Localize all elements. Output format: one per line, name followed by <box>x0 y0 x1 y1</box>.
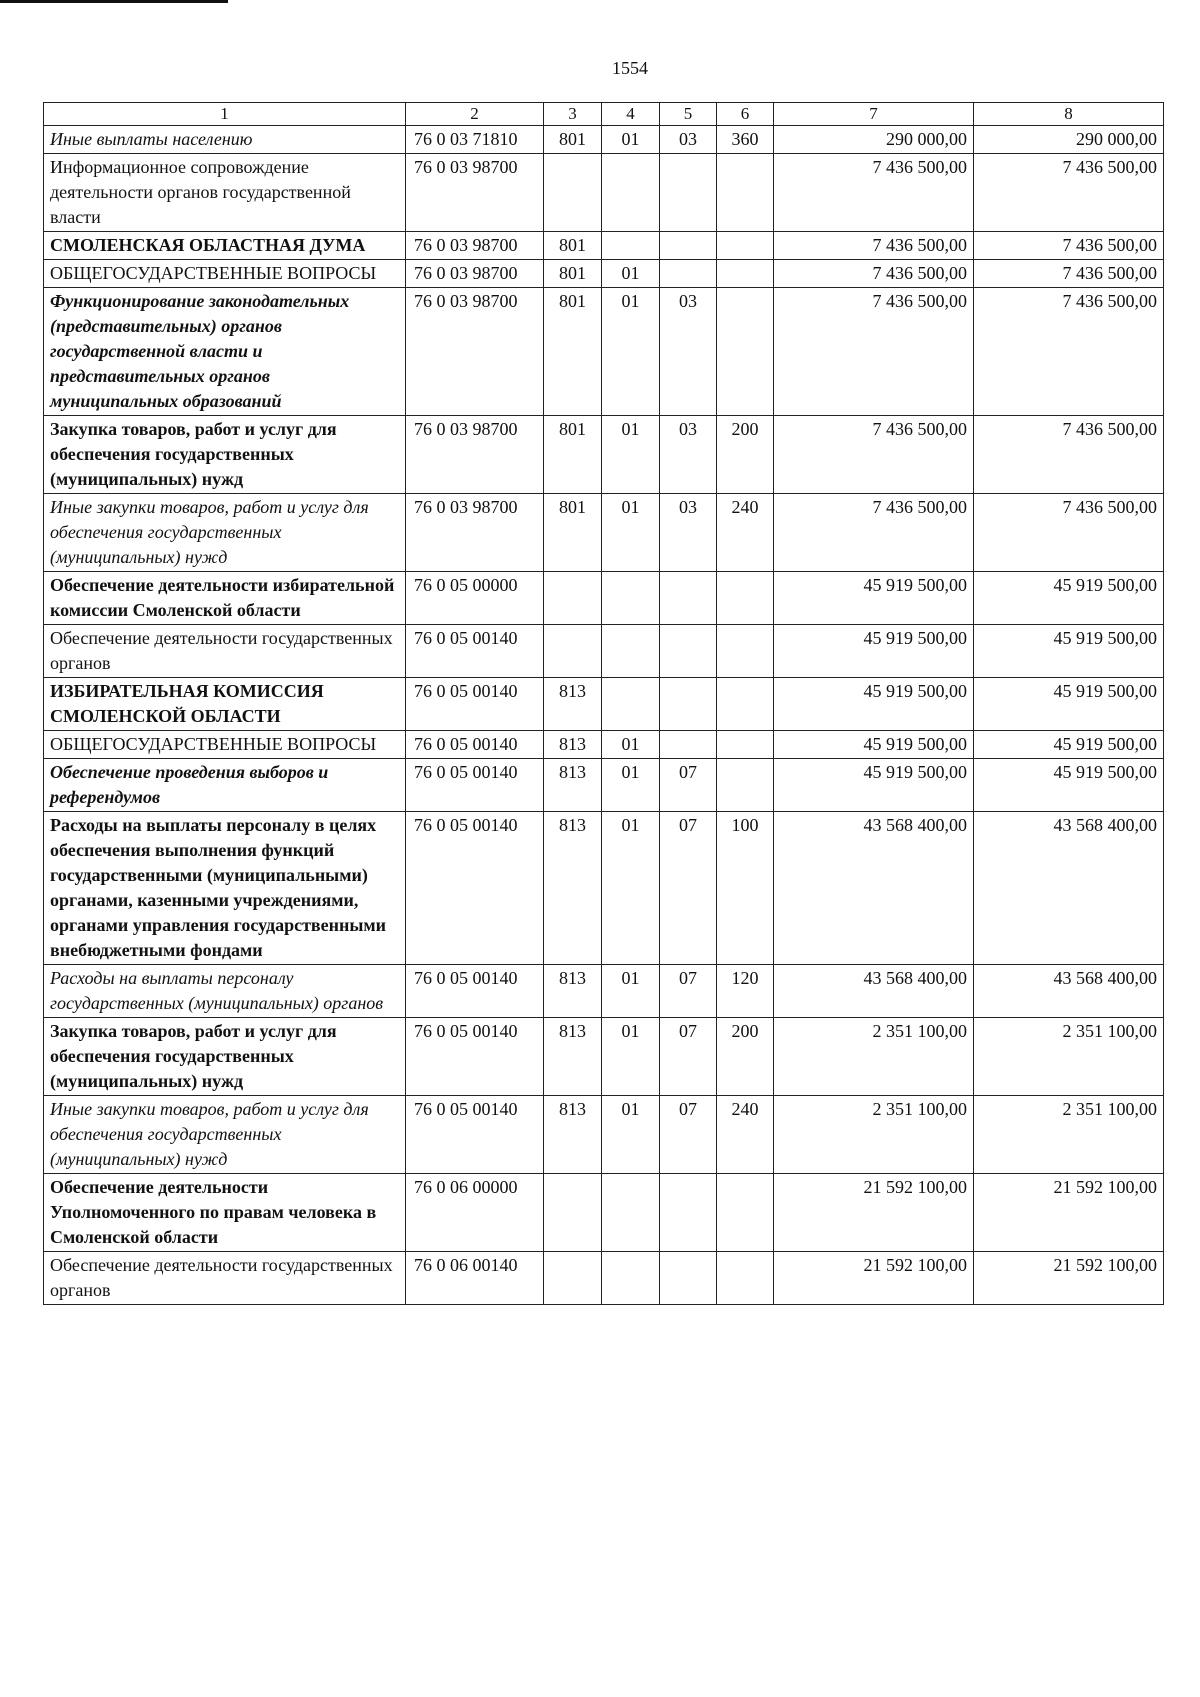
row-name: СМОЛЕНСКАЯ ОБЛАСТНАЯ ДУМА <box>44 232 406 260</box>
subsection-code: 07 <box>660 1018 717 1096</box>
expense-type-code <box>717 288 774 416</box>
section-code: 01 <box>602 416 660 494</box>
section-code: 01 <box>602 1096 660 1174</box>
target-code: 76 0 06 00000 <box>406 1174 544 1252</box>
row-name: Иные закупки товаров, работ и услуг для обеспечения государственных (муниципальных) нужд <box>44 1096 406 1174</box>
row-name: ОБЩЕГОСУДАРСТВЕННЫЕ ВОПРОСЫ <box>44 731 406 759</box>
amount-year-2: 7 436 500,00 <box>974 416 1164 494</box>
target-code: 76 0 05 00000 <box>406 572 544 625</box>
subsection-code <box>660 572 717 625</box>
subsection-code: 03 <box>660 126 717 154</box>
amount-year-2: 45 919 500,00 <box>974 731 1164 759</box>
subsection-code: 07 <box>660 965 717 1018</box>
target-code: 76 0 05 00140 <box>406 1018 544 1096</box>
section-code: 01 <box>602 731 660 759</box>
subsection-code <box>660 731 717 759</box>
amount-year-1: 7 436 500,00 <box>774 288 974 416</box>
amount-year-2: 43 568 400,00 <box>974 965 1164 1018</box>
grbs-code: 801 <box>544 288 602 416</box>
target-code: 76 0 05 00140 <box>406 625 544 678</box>
section-code <box>602 572 660 625</box>
amount-year-1: 21 592 100,00 <box>774 1174 974 1252</box>
amount-year-2: 7 436 500,00 <box>974 494 1164 572</box>
grbs-code <box>544 572 602 625</box>
grbs-code: 801 <box>544 416 602 494</box>
row-name: Информационное сопровождение деятельности органов государственной власти <box>44 154 406 232</box>
amount-year-2: 7 436 500,00 <box>974 288 1164 416</box>
grbs-code: 801 <box>544 494 602 572</box>
table-row <box>44 731 1164 759</box>
target-code: 76 0 05 00140 <box>406 1096 544 1174</box>
section-code <box>602 1174 660 1252</box>
subsection-code <box>660 154 717 232</box>
amount-year-2: 2 351 100,00 <box>974 1096 1164 1174</box>
amount-year-2: 45 919 500,00 <box>974 625 1164 678</box>
header-cell-4: 4 <box>602 103 660 126</box>
amount-year-1: 290 000,00 <box>774 126 974 154</box>
amount-year-1: 2 351 100,00 <box>774 1018 974 1096</box>
target-code: 76 0 03 98700 <box>406 288 544 416</box>
header-cell-7: 7 <box>774 103 974 126</box>
amount-year-1: 45 919 500,00 <box>774 731 974 759</box>
row-name: ИЗБИРАТЕЛЬНАЯ КОМИССИЯ СМОЛЕНСКОЙ ОБЛАСТИ <box>44 678 406 731</box>
amount-year-2: 43 568 400,00 <box>974 812 1164 965</box>
expense-type-code <box>717 154 774 232</box>
header-cell-6: 6 <box>717 103 774 126</box>
row-name: Иные закупки товаров, работ и услуг для обеспечения государственных (муниципальных) нужд <box>44 494 406 572</box>
expense-type-code <box>717 731 774 759</box>
table-row <box>44 812 1164 965</box>
table-row <box>44 965 1164 1018</box>
expense-type-code: 120 <box>717 965 774 1018</box>
section-code <box>602 625 660 678</box>
section-code: 01 <box>602 288 660 416</box>
table-row <box>44 260 1164 288</box>
page-number: 1554 <box>612 58 648 78</box>
amount-year-2: 2 351 100,00 <box>974 1018 1164 1096</box>
amount-year-1: 43 568 400,00 <box>774 965 974 1018</box>
table-row <box>44 1252 1164 1305</box>
amount-year-2: 21 592 100,00 <box>974 1252 1164 1305</box>
expense-type-code <box>717 678 774 731</box>
target-code: 76 0 05 00140 <box>406 731 544 759</box>
expense-type-code: 100 <box>717 812 774 965</box>
row-name: Обеспечение проведения выборов и референдумов <box>44 759 406 812</box>
section-code: 01 <box>602 1018 660 1096</box>
header-cell-5: 5 <box>660 103 717 126</box>
header-cell-3: 3 <box>544 103 602 126</box>
expense-type-code <box>717 232 774 260</box>
expense-type-code: 240 <box>717 1096 774 1174</box>
top-rule <box>0 0 228 3</box>
subsection-code <box>660 260 717 288</box>
grbs-code: 813 <box>544 1018 602 1096</box>
amount-year-2: 7 436 500,00 <box>974 260 1164 288</box>
amount-year-1: 45 919 500,00 <box>774 572 974 625</box>
amount-year-1: 45 919 500,00 <box>774 678 974 731</box>
grbs-code: 813 <box>544 812 602 965</box>
section-code <box>602 154 660 232</box>
amount-year-1: 7 436 500,00 <box>774 494 974 572</box>
section-code <box>602 1252 660 1305</box>
grbs-code: 813 <box>544 965 602 1018</box>
section-code: 01 <box>602 965 660 1018</box>
amount-year-1: 7 436 500,00 <box>774 416 974 494</box>
table-row <box>44 126 1164 154</box>
table-row <box>44 232 1164 260</box>
header-cell-8: 8 <box>974 103 1164 126</box>
target-code: 76 0 03 98700 <box>406 416 544 494</box>
subsection-code <box>660 625 717 678</box>
amount-year-1: 45 919 500,00 <box>774 625 974 678</box>
grbs-code: 801 <box>544 126 602 154</box>
amount-year-2: 21 592 100,00 <box>974 1174 1164 1252</box>
subsection-code: 07 <box>660 812 717 965</box>
header-cell-2: 2 <box>406 103 544 126</box>
amount-year-1: 7 436 500,00 <box>774 260 974 288</box>
subsection-code <box>660 1252 717 1305</box>
target-code: 76 0 06 00140 <box>406 1252 544 1305</box>
target-code: 76 0 05 00140 <box>406 812 544 965</box>
table-row <box>44 288 1164 416</box>
grbs-code <box>544 1252 602 1305</box>
grbs-code: 801 <box>544 232 602 260</box>
amount-year-2: 45 919 500,00 <box>974 678 1164 731</box>
table-row <box>44 494 1164 572</box>
subsection-code <box>660 1174 717 1252</box>
expense-type-code <box>717 260 774 288</box>
expense-type-code <box>717 1174 774 1252</box>
section-code: 01 <box>602 759 660 812</box>
amount-year-1: 43 568 400,00 <box>774 812 974 965</box>
grbs-code: 813 <box>544 731 602 759</box>
grbs-code: 813 <box>544 1096 602 1174</box>
grbs-code <box>544 625 602 678</box>
amount-year-1: 7 436 500,00 <box>774 154 974 232</box>
row-name: Функционирование законодательных (представительных) органов государственной власти и представительных органов муниципальных образований <box>44 288 406 416</box>
amount-year-1: 45 919 500,00 <box>774 759 974 812</box>
row-name: Закупка товаров, работ и услуг для обеспечения государственных (муниципальных) нужд <box>44 416 406 494</box>
row-name: Расходы на выплаты персоналу в целях обеспечения выполнения функций государственными (муниципальными) органами, казенными учреждениями, органами управления государственными внебюджетными фондами <box>44 812 406 965</box>
target-code: 76 0 03 98700 <box>406 154 544 232</box>
grbs-code <box>544 154 602 232</box>
row-name: Обеспечение деятельности избирательной комиссии Смоленской области <box>44 572 406 625</box>
subsection-code <box>660 232 717 260</box>
target-code: 76 0 03 71810 <box>406 126 544 154</box>
expense-type-code: 240 <box>717 494 774 572</box>
row-name: Обеспечение деятельности государственных органов <box>44 1252 406 1305</box>
row-name: Расходы на выплаты персоналу государственных (муниципальных) органов <box>44 965 406 1018</box>
table-row <box>44 154 1164 232</box>
amount-year-1: 21 592 100,00 <box>774 1252 974 1305</box>
expense-type-code <box>717 625 774 678</box>
expense-type-code <box>717 1252 774 1305</box>
target-code: 76 0 03 98700 <box>406 232 544 260</box>
target-code: 76 0 05 00140 <box>406 678 544 731</box>
subsection-code: 03 <box>660 416 717 494</box>
target-code: 76 0 03 98700 <box>406 260 544 288</box>
budget-table <box>43 102 1164 1305</box>
row-name: Закупка товаров, работ и услуг для обеспечения государственных (муниципальных) нужд <box>44 1018 406 1096</box>
amount-year-2: 290 000,00 <box>974 126 1164 154</box>
expense-type-code: 360 <box>717 126 774 154</box>
amount-year-2: 45 919 500,00 <box>974 759 1164 812</box>
header-cell-1: 1 <box>44 103 406 126</box>
subsection-code: 03 <box>660 288 717 416</box>
section-code: 01 <box>602 260 660 288</box>
section-code <box>602 678 660 731</box>
amount-year-2: 7 436 500,00 <box>974 232 1164 260</box>
target-code: 76 0 03 98700 <box>406 494 544 572</box>
amount-year-2: 45 919 500,00 <box>974 572 1164 625</box>
expense-type-code <box>717 759 774 812</box>
grbs-code: 801 <box>544 260 602 288</box>
amount-year-1: 7 436 500,00 <box>774 232 974 260</box>
section-code: 01 <box>602 812 660 965</box>
section-code: 01 <box>602 494 660 572</box>
table-row <box>44 416 1164 494</box>
section-code: 01 <box>602 126 660 154</box>
section-code <box>602 232 660 260</box>
grbs-code: 813 <box>544 678 602 731</box>
table-row <box>44 1174 1164 1252</box>
grbs-code <box>544 1174 602 1252</box>
target-code: 76 0 05 00140 <box>406 965 544 1018</box>
row-name: Обеспечение деятельности государственных органов <box>44 625 406 678</box>
table-row <box>44 759 1164 812</box>
grbs-code: 813 <box>544 759 602 812</box>
expense-type-code <box>717 572 774 625</box>
subsection-code: 07 <box>660 759 717 812</box>
expense-type-code: 200 <box>717 1018 774 1096</box>
header-row <box>44 103 1164 126</box>
row-name: Иные выплаты населению <box>44 126 406 154</box>
target-code: 76 0 05 00140 <box>406 759 544 812</box>
table-row <box>44 625 1164 678</box>
table-row <box>44 1096 1164 1174</box>
amount-year-2: 7 436 500,00 <box>974 154 1164 232</box>
amount-year-1: 2 351 100,00 <box>774 1096 974 1174</box>
row-name: Обеспечение деятельности Уполномоченного по правам человека в Смоленской области <box>44 1174 406 1252</box>
subsection-code: 07 <box>660 1096 717 1174</box>
table-row <box>44 572 1164 625</box>
expense-type-code: 200 <box>717 416 774 494</box>
table-row <box>44 678 1164 731</box>
table-row <box>44 1018 1164 1096</box>
subsection-code <box>660 678 717 731</box>
row-name: ОБЩЕГОСУДАРСТВЕННЫЕ ВОПРОСЫ <box>44 260 406 288</box>
subsection-code: 03 <box>660 494 717 572</box>
